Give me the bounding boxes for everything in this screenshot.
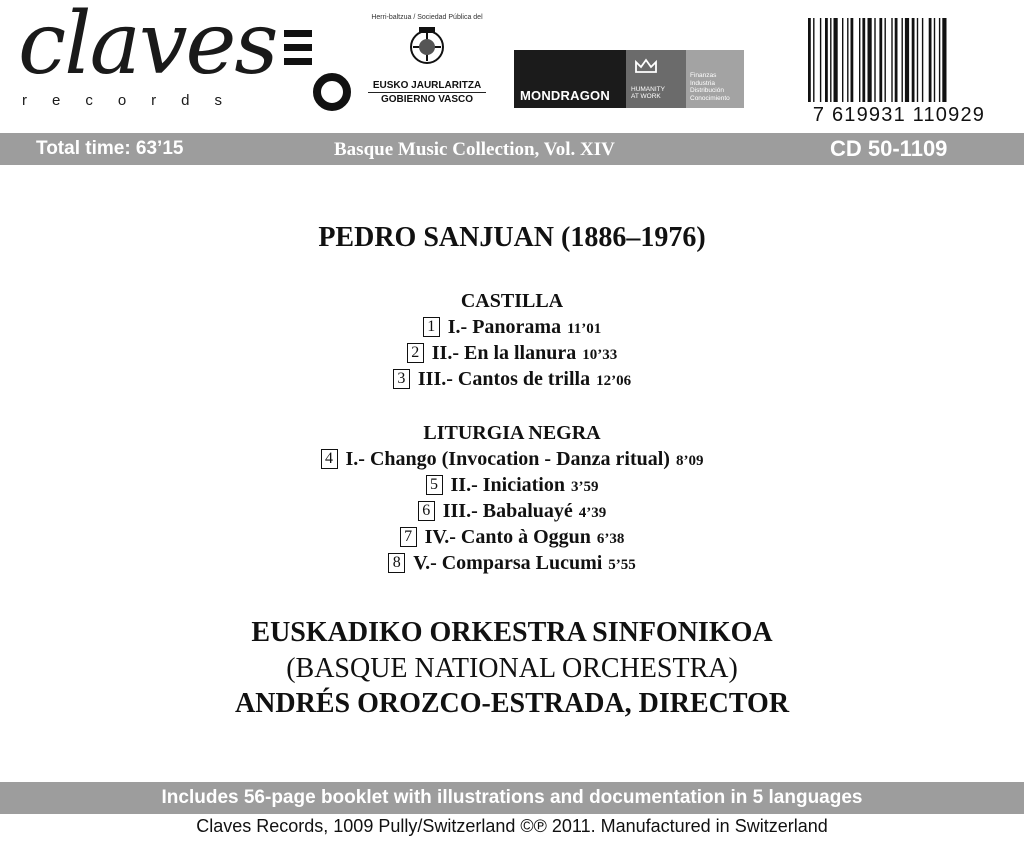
sponsor-area: Industria bbox=[690, 79, 715, 87]
track-row bbox=[0, 526, 1024, 549]
government-name-spanish: GOBIERNO VASCO bbox=[380, 94, 474, 105]
work-title: CASTILLA bbox=[460, 290, 564, 312]
booklet-note: Includes 56-page booklet with illustrations and documentation in 5 languages bbox=[161, 787, 863, 808]
logo-subword: records bbox=[22, 92, 248, 109]
track-duration: 8’09 bbox=[675, 453, 704, 469]
work-title: LITURGIA NEGRA bbox=[423, 422, 601, 444]
track-duration: 10’33 bbox=[582, 347, 618, 363]
government-top-text: Herri-baltzua / Sociedad Pública del bbox=[371, 14, 483, 21]
track-row bbox=[0, 316, 1024, 339]
track-row bbox=[0, 500, 1024, 523]
track-number: 1 bbox=[423, 317, 440, 337]
track-title: III.- Cantos de trilla bbox=[417, 368, 591, 390]
coat-of-arms-icon bbox=[407, 25, 447, 67]
sponsor-area: Distribución bbox=[690, 87, 724, 94]
track-title: II.- En la llanura bbox=[431, 342, 577, 364]
conductor-name: ANDRÉS OROZCO-ESTRADA, DIRECTOR bbox=[234, 688, 790, 719]
basque-government-logo bbox=[364, 14, 490, 114]
sponsor-area: Conocimiento bbox=[690, 94, 730, 102]
sponsor-tagline-1: HUMANITY bbox=[631, 86, 665, 93]
track-duration: 12’06 bbox=[596, 373, 632, 389]
track-title: IV.- Canto à Oggun bbox=[424, 526, 591, 548]
logo-word: claves bbox=[18, 0, 277, 94]
track-number: 7 bbox=[400, 527, 417, 547]
track-title: I.- Panorama bbox=[447, 316, 562, 338]
crown-icon bbox=[634, 58, 658, 74]
mondragon-logo bbox=[514, 50, 744, 108]
eo-logo-icon bbox=[284, 30, 356, 114]
barcode-bars bbox=[806, 16, 992, 104]
track-number: 4 bbox=[321, 449, 338, 469]
track-row bbox=[0, 342, 1024, 365]
barcode-number: 7 619931 110929 bbox=[812, 104, 986, 126]
track-row bbox=[0, 552, 1024, 575]
total-time: Total time: 63’15 bbox=[36, 138, 184, 159]
sponsor-name: MONDRAGON bbox=[520, 88, 610, 103]
booklet-bar bbox=[0, 782, 1024, 814]
track-row bbox=[0, 448, 1024, 471]
track-number: 6 bbox=[418, 501, 435, 521]
government-name-basque: EUSKO JAURLARITZA bbox=[372, 80, 482, 91]
track-duration: 6’38 bbox=[596, 531, 625, 547]
sponsor-tagline-2: AT WORK bbox=[631, 93, 661, 100]
catalog-number: CD 50-1109 bbox=[830, 136, 948, 161]
track-row bbox=[0, 368, 1024, 391]
divider bbox=[368, 92, 486, 93]
orchestra-name: EUSKADIKO ORKESTRA SINFONIKOA bbox=[251, 617, 773, 648]
orchestra-name-english: (BASQUE NATIONAL ORCHESTRA) bbox=[286, 653, 738, 684]
track-title: III.- Babaluayé bbox=[442, 500, 573, 522]
composer-heading: PEDRO SANJUAN (1886–1976) bbox=[318, 222, 706, 253]
info-bar bbox=[0, 133, 1024, 165]
track-row bbox=[0, 474, 1024, 497]
track-title: V.- Comparsa Lucumi bbox=[413, 552, 603, 574]
collection-title: Basque Music Collection, Vol. XIV bbox=[334, 139, 615, 160]
track-number: 5 bbox=[426, 475, 443, 495]
sponsor-area: Finanzas bbox=[690, 72, 717, 79]
track-number: 8 bbox=[388, 553, 405, 573]
track-duration: 11’01 bbox=[567, 321, 602, 337]
claves-records-logo bbox=[18, 0, 277, 109]
track-duration: 4’39 bbox=[578, 505, 607, 521]
track-number: 2 bbox=[407, 343, 424, 363]
track-title: I.- Chango (Invocation - Danza ritual) bbox=[345, 448, 670, 470]
barcode bbox=[806, 16, 992, 128]
copyright-line: Claves Records, 1009 Pully/Switzerland ©℗ 2011. Manufactured in Switzerland bbox=[196, 816, 828, 836]
track-duration: 3’59 bbox=[570, 479, 599, 495]
track-title: II.- Iniciation bbox=[450, 474, 565, 496]
track-number: 3 bbox=[393, 369, 410, 389]
track-duration: 5’55 bbox=[608, 557, 636, 573]
